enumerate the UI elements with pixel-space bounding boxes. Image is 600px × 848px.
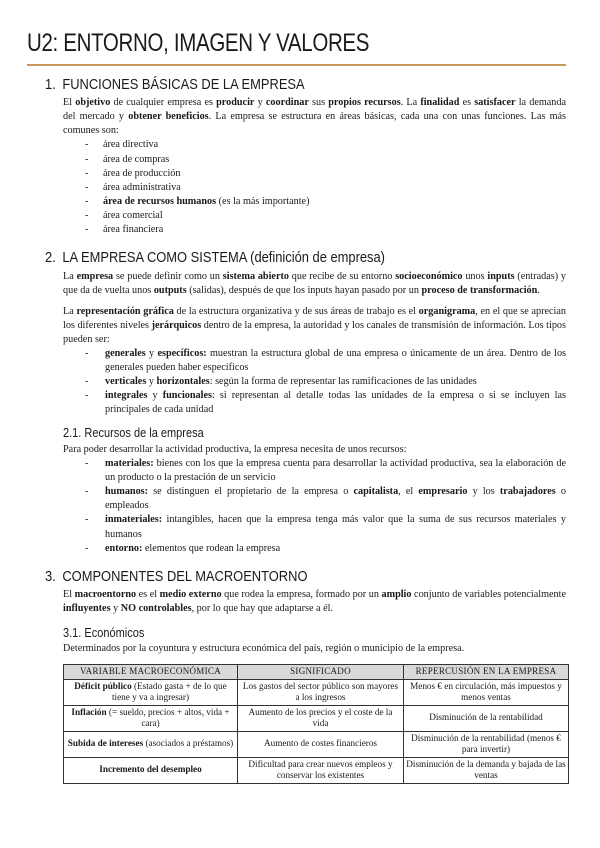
text-run: conjunto de variables potencialmente	[411, 589, 566, 601]
meaning-cell: Los gastos del sector público son mayores a los ingresos	[238, 679, 404, 705]
variable-cell	[64, 731, 238, 757]
bold-text: entorno:	[105, 542, 143, 554]
bold-text: área de recursos humanos	[103, 195, 217, 207]
table-body	[64, 679, 569, 783]
text-run: se distinguen el propietario de la empresa o	[148, 486, 354, 498]
text-run: (es la más importante)	[216, 195, 310, 207]
bold-text: inputs	[487, 270, 515, 282]
bold-text: verticales	[105, 376, 147, 388]
macroeconomic-table	[63, 664, 569, 783]
text-run: área de producción	[103, 167, 181, 179]
title-divider	[27, 64, 566, 66]
text-run: que rodea la empresa, formado por un	[221, 589, 382, 601]
list-item	[85, 223, 566, 237]
organigrama-types-list	[85, 347, 566, 417]
bold-text: inmateriales:	[105, 514, 163, 526]
bold-text: amplio	[381, 589, 412, 601]
text-run: : según la forma de representar las ramificaciones de las unidades	[209, 376, 477, 388]
text-run: La	[63, 270, 77, 282]
table-header-cell: SIGNIFICADO	[238, 665, 404, 679]
text-run: Determinados por la coyuntura y estructura económica del país, región o municipio de la empresa.	[63, 643, 465, 655]
bold-text: integrales	[105, 390, 148, 402]
bold-text: trabajadores	[499, 486, 556, 498]
meaning-cell: Aumento de los precios y el coste de la vida	[238, 705, 404, 731]
table-row	[64, 757, 569, 783]
bold-text: Déficit público	[74, 680, 132, 691]
bold-text: Incremento del desempleo	[99, 764, 202, 775]
section-3-paragraph	[63, 588, 566, 616]
bold-text: obtener beneficios	[128, 111, 209, 123]
bold-text: coordinar	[265, 97, 309, 109]
impact-cell: Menos € en circulación, más impuestos y menos ventas	[404, 679, 569, 705]
bold-text: propios recursos	[328, 97, 401, 109]
text-run: , el	[398, 486, 419, 498]
bold-text: outputs	[153, 284, 187, 296]
list-item	[85, 485, 566, 513]
bold-text: capitalista	[353, 486, 399, 498]
bold-text: satisfacer	[474, 97, 516, 109]
list-item	[85, 457, 566, 485]
text-run: . La empresa se estructura en áreas básicas, cada una con unas funciones. Las más comunes son:	[63, 111, 566, 137]
text-run: elementos que rodean la empresa	[142, 542, 281, 554]
bold-text: NO controlables	[120, 603, 192, 615]
text-run: área comercial	[103, 209, 163, 221]
bold-text: jerárquicos	[151, 319, 202, 331]
impact-cell: Disminución de la demanda y bajada de las ventas	[404, 757, 569, 783]
list-item	[85, 542, 566, 556]
bold-text: específicos:	[157, 348, 207, 360]
impact-cell: Disminución de la rentabilidad	[404, 705, 569, 731]
meaning-cell: Aumento de costes financieros	[238, 731, 404, 757]
text-run: dentro de la empresa, la autoridad y los canales de transmisión de información. Los tipos pueden ser:	[63, 319, 566, 345]
text-run: área directiva	[103, 139, 159, 151]
bold-text: influyentes	[63, 603, 111, 615]
list-item	[85, 347, 566, 375]
table-header-cell: VARIABLE MACROECONÓMICA	[64, 665, 238, 679]
section-1-paragraph	[63, 96, 566, 138]
text-run: y	[254, 97, 266, 109]
bold-text: Subida de intereses	[67, 738, 144, 749]
text-run: y	[110, 603, 121, 615]
bold-text: socioeconómico	[395, 270, 463, 282]
text-run: área de compras	[103, 153, 170, 165]
text-run: y	[145, 348, 158, 360]
areas-list	[85, 138, 566, 237]
variable-cell	[64, 705, 238, 731]
text-run: bienes con los que la empresa cuenta para desarrollar la actividad productiva, sea la elaboración de un producto o la prestación de un servicio	[105, 458, 566, 484]
text-run: : si representan al detalle todas las unidades de la empresa o si se incluyen las principales de cada unidad	[105, 390, 566, 416]
list-item	[85, 153, 566, 167]
text-run: sus	[308, 97, 329, 109]
bold-text: representación gráfica	[76, 305, 174, 317]
table-row	[64, 679, 569, 705]
bold-text: macroentorno	[74, 589, 137, 601]
bold-text: medio externo	[159, 589, 222, 601]
bold-text: humanos:	[105, 486, 149, 498]
bold-text: funcionales	[162, 390, 212, 402]
text-run: muestran la estructura global de una empresa o únicamente de un área. Dentro de los generales pueden haber específicos	[105, 348, 567, 374]
text-run: (entradas) y que da de vuelta unos	[63, 270, 567, 296]
table-header-row	[64, 665, 569, 679]
meaning-cell: Dificultad para crear nuevos empleos y conservar los existentes	[238, 757, 404, 783]
list-item	[85, 513, 566, 541]
bold-text: Inflación	[71, 706, 107, 717]
text-run: se puede definir como un	[113, 270, 223, 282]
text-run: (= sueldo, precios + altos, vida + cara)	[106, 706, 230, 729]
text-run: , en el que se aprecian los diferentes niveles	[63, 305, 566, 331]
subsection-3-1-paragraph	[63, 642, 566, 656]
resources-list	[85, 457, 566, 556]
list-item	[85, 389, 566, 417]
table-header-cell: REPERCUSIÓN EN LA EMPRESA	[404, 665, 569, 679]
text-run: y los	[467, 486, 500, 498]
section-1-heading: 1. FUNCIONES BÁSICAS DE LA EMPRESA	[45, 75, 305, 93]
text-run: área financiera	[103, 223, 164, 235]
text-run: Para poder desarrollar la actividad productiva, la empresa necesita de unos recursos:	[63, 444, 407, 456]
text-run: (salidas), después de que los inputs hayan pasado por un	[186, 284, 422, 296]
text-run: y	[146, 376, 157, 388]
section-2-paragraph-1	[63, 270, 566, 298]
text-run: o empleados	[105, 486, 567, 512]
list-item	[85, 181, 566, 195]
text-run: El	[63, 589, 75, 601]
bold-text: horizontales	[156, 376, 210, 388]
impact-cell: Disminución de la rentabilidad (menos € para invertir)	[404, 731, 569, 757]
bold-text: producir	[216, 97, 255, 109]
subsection-2-1-paragraph	[63, 443, 566, 457]
bold-text: objetivo	[75, 97, 111, 109]
bold-text: finalidad	[420, 97, 460, 109]
variable-cell	[64, 679, 238, 705]
list-item	[85, 195, 566, 209]
text-run: La	[63, 305, 77, 317]
document-title: U2: ENTORNO, IMAGEN Y VALORES	[27, 29, 370, 57]
list-item	[85, 375, 566, 389]
text-run: . La	[400, 97, 421, 109]
text-run: .	[537, 284, 540, 296]
list-item	[85, 138, 566, 152]
bold-text: generales	[105, 348, 146, 360]
subsection-2-1-heading: 2.1. Recursos de la empresa	[63, 425, 204, 441]
text-run: es	[459, 97, 475, 109]
table-row	[64, 731, 569, 757]
text-run: , por lo que hay que adaptarse a él.	[191, 603, 334, 615]
table-row	[64, 705, 569, 731]
text-run: área administrativa	[103, 181, 181, 193]
text-run: es el	[136, 589, 160, 601]
list-item	[85, 209, 566, 223]
text-run: de cualquier empresa es	[110, 97, 217, 109]
subsection-3-1-heading: 3.1. Económicos	[63, 624, 145, 640]
text-run: que recibe de su entorno	[288, 270, 396, 282]
list-item	[85, 167, 566, 181]
text-run: la demanda del mercado y	[63, 97, 567, 123]
text-run: unos	[462, 270, 488, 282]
bold-text: empresa	[76, 270, 114, 282]
variable-cell	[64, 757, 238, 783]
bold-text: sistema abierto	[222, 270, 289, 282]
text-run: intangibles, hacen que la empresa tenga más valor que la suma de sus recursos materiales y humanos	[105, 514, 566, 540]
text-run: El	[63, 97, 76, 109]
section-3-heading: 3. COMPONENTES DEL MACROENTORNO	[45, 567, 308, 585]
bold-text: empresario	[418, 486, 468, 498]
text-run: y	[147, 390, 163, 402]
section-2-heading: 2. LA EMPRESA COMO SISTEMA (definición de empresa)	[45, 248, 385, 266]
text-run: (asociados a préstamos)	[143, 738, 234, 749]
bold-text: organigrama	[418, 305, 476, 317]
section-2-paragraph-2	[63, 305, 566, 347]
text-run: de la estructura organizativa y de sus áreas de trabajo es el	[173, 305, 419, 317]
bold-text: proceso de transformación	[421, 284, 538, 296]
bold-text: materiales:	[105, 458, 154, 470]
text-run: (Estado gasta + de lo que tiene y va a ingresar)	[111, 680, 227, 703]
